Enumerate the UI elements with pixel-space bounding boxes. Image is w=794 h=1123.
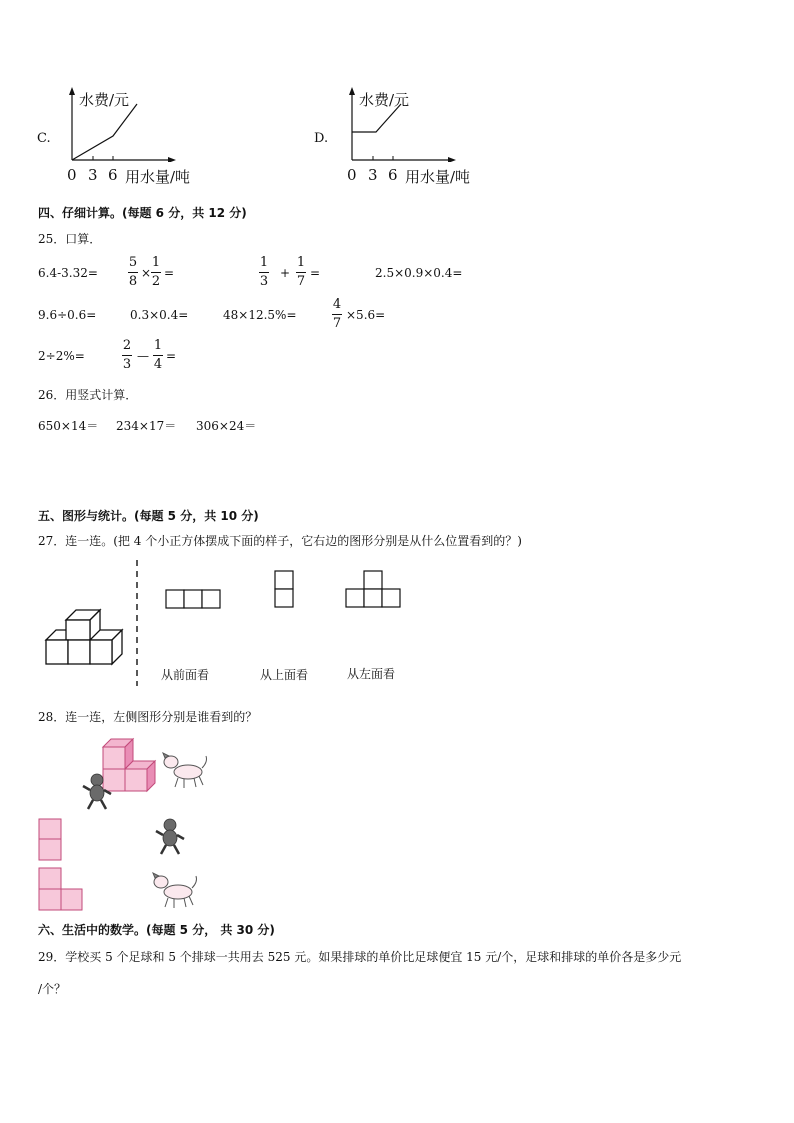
graph-c-xlabel: 用水量/吨 (125, 168, 191, 186)
q29-line1: 29．学校买 5 个足球和 5 个排球一共用去 525 元。如果排球的单价比足球便宜 15 元/个，足球和排球的单价各是多少元 (38, 950, 682, 964)
q25-r2-d-rest: ×5.6= (346, 308, 386, 322)
denominator: 4 (153, 357, 163, 372)
numerator: 2 (122, 338, 132, 353)
section5-title: 五、图形与统计。(每题 5 分，共 10 分) (38, 509, 259, 523)
q25-r2-d-frac (332, 297, 342, 331)
dashed-divider (134, 560, 140, 686)
q28-label: 28．连一连，左侧图形分别是谁看到的？ (38, 710, 258, 724)
numerator: 1 (151, 255, 161, 270)
q26-a: 650×14＝ (38, 419, 99, 433)
dog-icon (160, 750, 212, 790)
denominator: 7 (332, 316, 342, 331)
graph-d-tick-0: 0 (347, 166, 357, 184)
view-shape-1 (164, 588, 222, 610)
view-label-top: 从上面看 (260, 668, 309, 682)
section4-title: 四、仔细计算。(每题 6 分，共 12 分) (38, 206, 247, 220)
graph-d-y-arrow (349, 87, 355, 95)
q25-r2-b: 0.3×0.4= (130, 308, 189, 322)
q25-r1-b-op: × (141, 266, 152, 280)
graph-c-line (72, 104, 137, 160)
q25-r1-b-frac1 (128, 255, 138, 289)
q26-b: 234×17＝ (116, 419, 177, 433)
graph-c-y-arrow (69, 87, 75, 95)
graph-c-x-arrow (168, 157, 176, 162)
denominator: 7 (296, 274, 306, 289)
view-shape-2 (273, 569, 295, 609)
q25-r1-a: 6.4-3.32= (38, 266, 98, 280)
option-c-label: C. (37, 131, 51, 146)
dog-icon (150, 870, 202, 910)
graph-c-ylabel: 水费/元 (79, 91, 130, 109)
q25-r1-c-frac2 (296, 255, 306, 289)
q25-r1-d: 2.5×0.9×0.4= (375, 266, 463, 280)
graph-d-tick-3-label: 3 (368, 166, 378, 184)
denominator: 2 (151, 274, 161, 289)
q25-r2-c: 48×12.5%= (223, 308, 297, 322)
q25-r1-c-eq: = (310, 266, 321, 280)
q25-r1-c-op: + (280, 266, 291, 280)
q29-line2: /个？ (38, 982, 67, 996)
numerator: 1 (259, 255, 269, 270)
monkey-icon (79, 772, 115, 812)
numerator: 4 (332, 297, 342, 312)
q25-r3-a: 2÷2%= (38, 349, 85, 363)
view-label-front: 从前面看 (161, 668, 210, 682)
numerator: 1 (153, 338, 163, 353)
graph-c-tick-6-label: 6 (108, 166, 118, 184)
view-label-left: 从左面看 (347, 667, 396, 681)
q25-r1-c-frac1 (259, 255, 269, 289)
cube-front-2 (68, 640, 90, 664)
q25-r3-b-frac1 (122, 338, 132, 372)
cube-stack-figure (44, 604, 128, 666)
graph-d-x-arrow (448, 157, 456, 162)
graph-c-tick-3-label: 3 (88, 166, 98, 184)
q27-label: 27．连一连。(把 4 个小正方体摆成下面的样子，它右边的图形分别是从什么位置看到的？) (38, 534, 522, 548)
graph-d-ylabel: 水费/元 (359, 91, 410, 109)
view-shape-3 (344, 569, 402, 609)
denominator: 8 (128, 274, 138, 289)
q26-label: 26．用竖式计算． (38, 388, 138, 402)
q25-r3-b-frac2 (153, 338, 163, 372)
pink-view-l-shape (37, 866, 85, 912)
cube-front-1 (46, 640, 68, 664)
q25-r1-b-frac2 (151, 255, 161, 289)
cube-front-3 (90, 640, 112, 664)
option-d-label: D. (314, 131, 329, 146)
pink-view-column (37, 817, 63, 863)
numerator: 1 (296, 255, 306, 270)
graph-d-xlabel: 用水量/吨 (405, 168, 471, 186)
cube-top-front (66, 620, 90, 640)
denominator: 3 (122, 357, 132, 372)
denominator: 3 (259, 274, 269, 289)
graph-d-tick-6-label: 6 (388, 166, 398, 184)
section6-title: 六、生活中的数学。(每题 5 分， 共 30 分) (38, 923, 275, 937)
q25-label: 25．口算． (38, 232, 102, 246)
numerator: 5 (128, 255, 138, 270)
graph-c-tick-0: 0 (67, 166, 77, 184)
q25-r3-b-op: — (137, 349, 149, 363)
monkey-icon (152, 817, 188, 857)
q26-c: 306×24＝ (196, 419, 257, 433)
q25-r2-a: 9.6÷0.6= (38, 308, 97, 322)
q25-r3-b-eq: = (166, 349, 177, 363)
q25-r1-b-eq: = (164, 266, 175, 280)
